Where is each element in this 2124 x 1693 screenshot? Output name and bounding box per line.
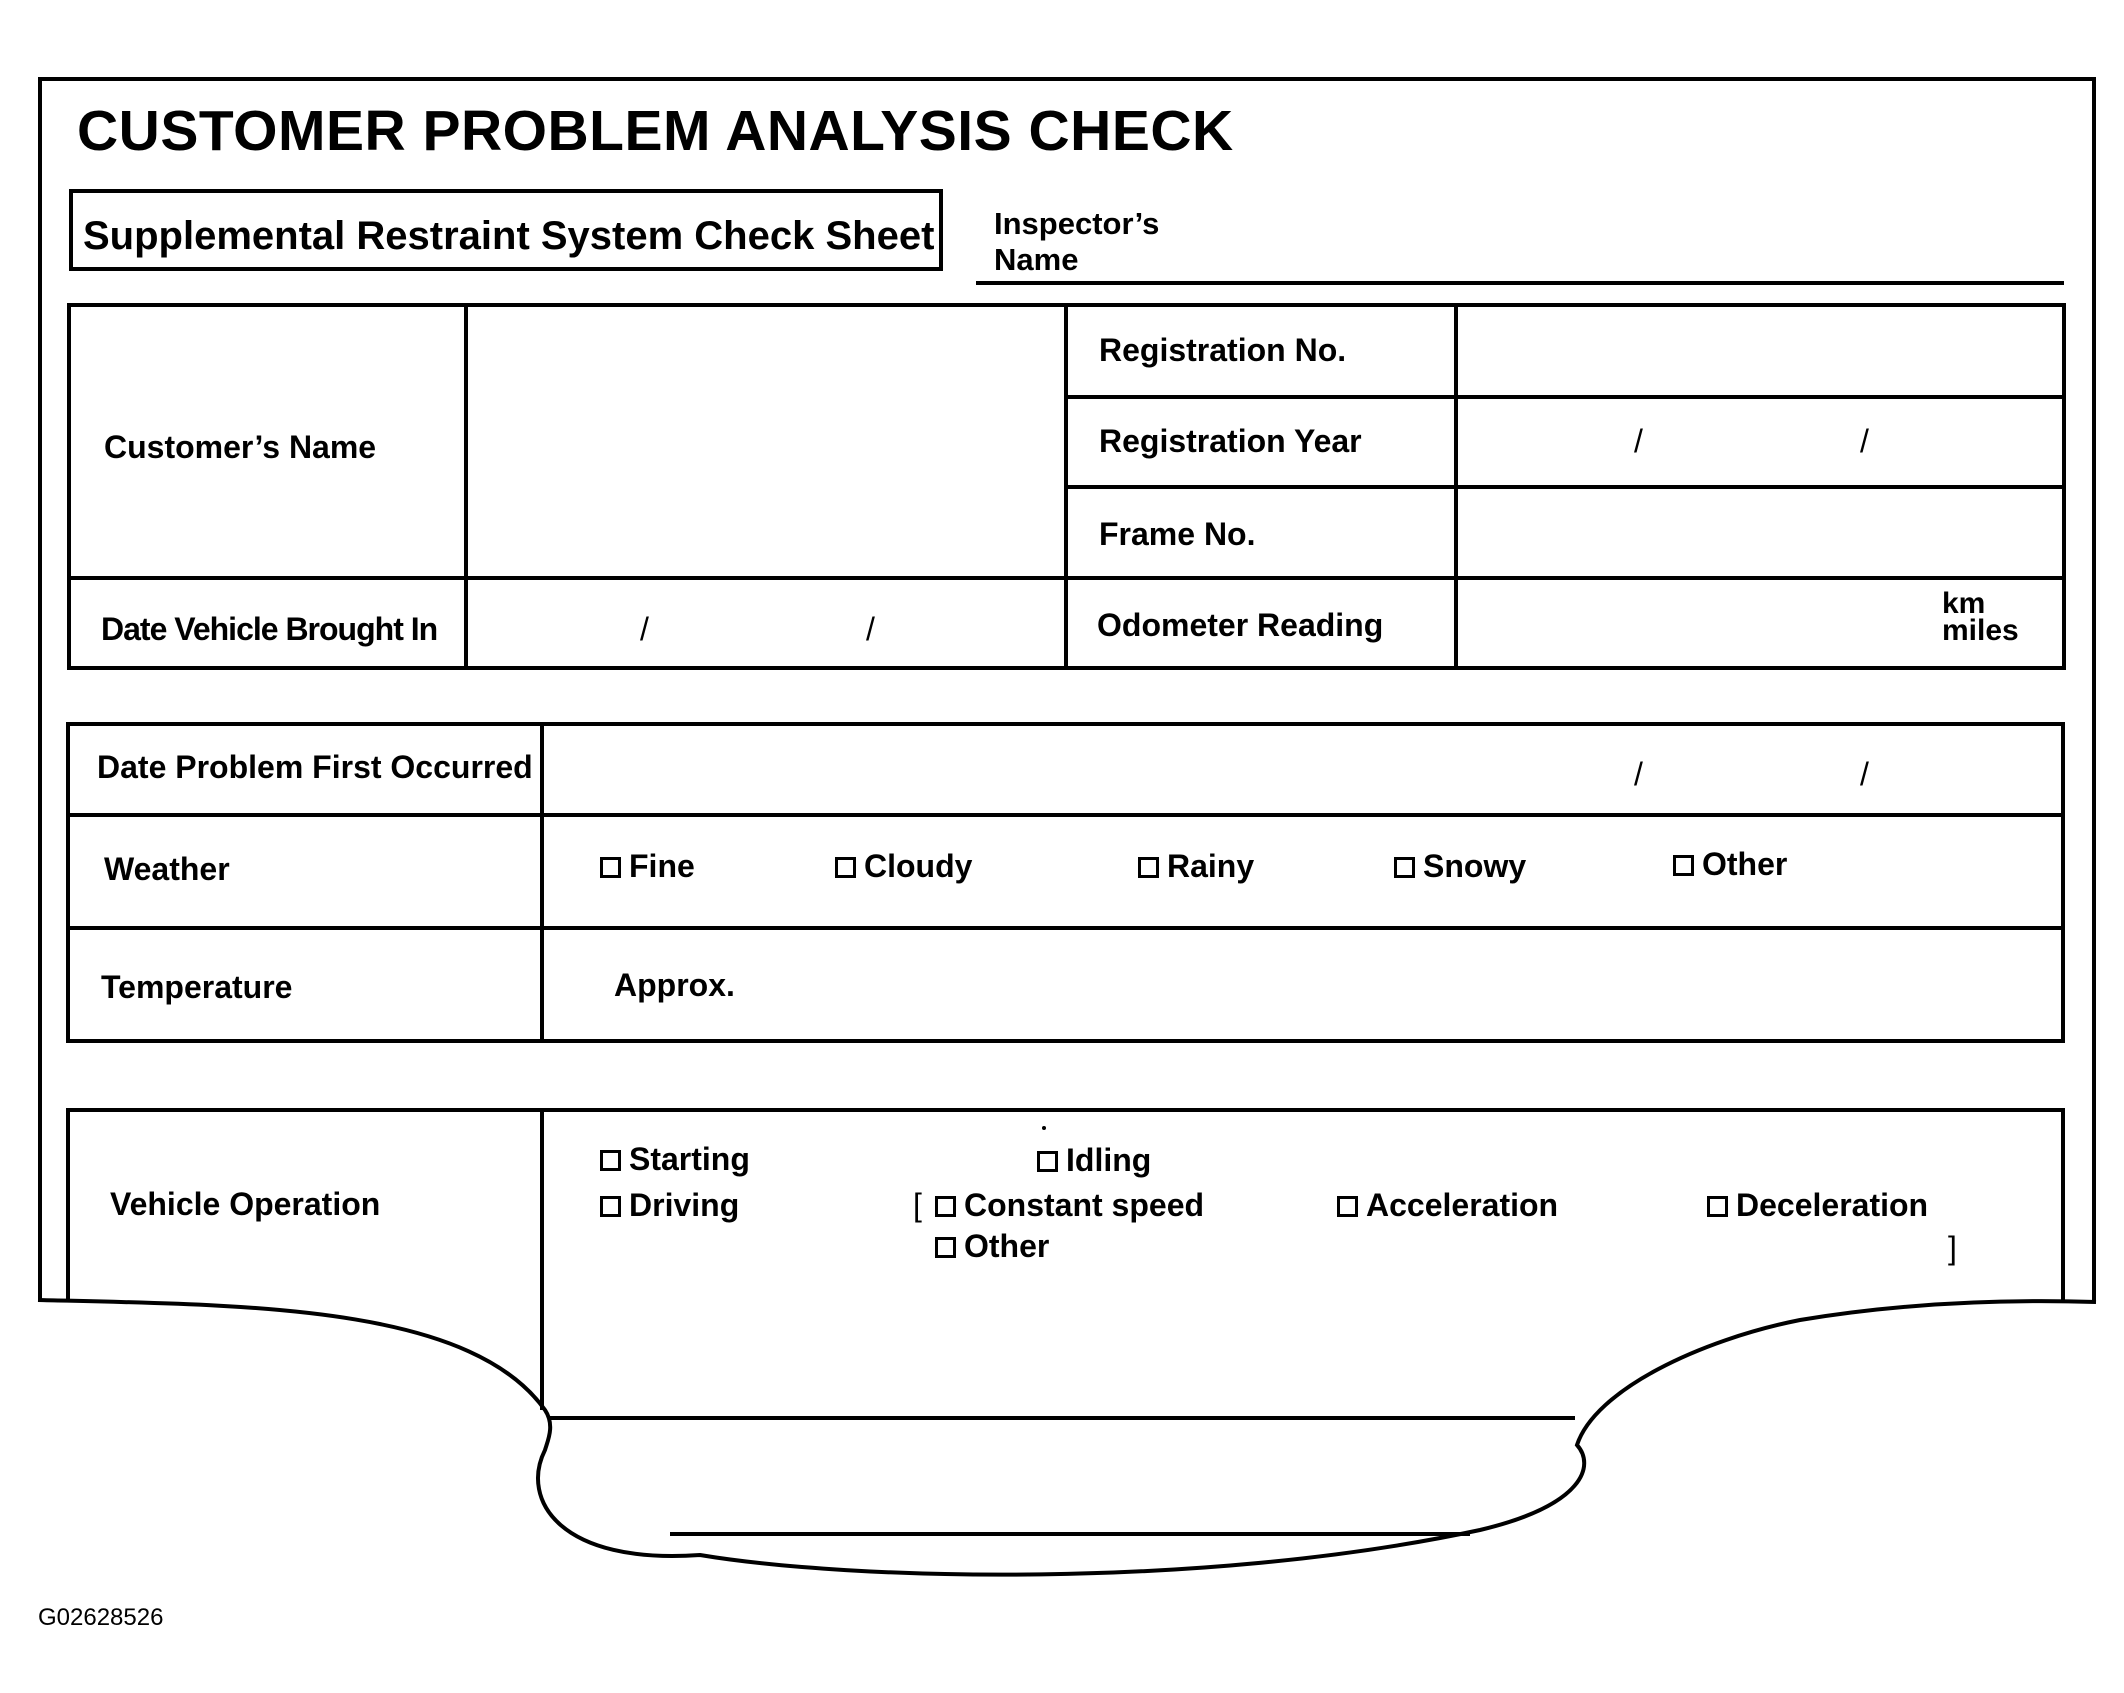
date-brought-in-label: Date Vehicle Brought In [101, 611, 438, 647]
checkbox-icon[interactable] [600, 1150, 621, 1171]
operation-option-other[interactable]: Other [935, 1228, 1049, 1265]
checkbox-icon[interactable] [1394, 857, 1415, 878]
weather-option-fine[interactable]: Fine [600, 848, 695, 885]
customer-name-field[interactable] [470, 309, 1062, 574]
bracket-open: [ [913, 1187, 922, 1223]
date-brought-in-sep-1: / [640, 611, 649, 647]
weather-option-snowy[interactable]: Snowy [1394, 848, 1526, 885]
registration-year-sep-2: / [1860, 423, 1869, 459]
weather-option-other[interactable]: Other [1673, 846, 1787, 883]
operation-option-starting[interactable]: Starting [600, 1141, 750, 1178]
temperature-label: Temperature [101, 969, 293, 1005]
figure-id: G02628526 [38, 1604, 164, 1631]
registration-no-field[interactable] [1460, 309, 2060, 393]
frame-no-label: Frame No. [1099, 516, 1256, 552]
registration-year-label: Registration Year [1099, 423, 1362, 459]
checkbox-icon[interactable] [935, 1196, 956, 1217]
registration-year-field[interactable] [1460, 401, 2060, 483]
inspector-label [994, 206, 1159, 278]
checkbox-icon[interactable] [600, 1196, 621, 1217]
checkbox-icon[interactable] [835, 857, 856, 878]
date-first-occurred-sep-1: / [1634, 756, 1643, 792]
odometer-label: Odometer Reading [1097, 607, 1384, 643]
registration-no-label: Registration No. [1099, 332, 1347, 368]
form-subtitle: Supplemental Restraint System Check Sheet [83, 214, 935, 258]
weather-label: Weather [104, 851, 230, 887]
registration-year-sep-1: / [1634, 423, 1643, 459]
date-first-occurred-field[interactable] [546, 728, 2059, 811]
temperature-approx: Approx. [614, 967, 735, 1003]
checkbox-icon[interactable] [600, 857, 621, 878]
inspector-name-field[interactable] [1200, 236, 2050, 276]
date-first-occurred-label: Date Problem First Occurred [97, 749, 533, 785]
frame-no-field[interactable] [1460, 491, 2060, 574]
operation-option-deceleration[interactable]: Deceleration [1707, 1187, 1928, 1224]
date-brought-in-field[interactable] [470, 582, 1062, 664]
bracket-close: ] [1948, 1230, 1957, 1266]
weather-option-rainy[interactable]: Rainy [1138, 848, 1254, 885]
operation-option-acceleration[interactable]: Acceleration [1337, 1187, 1558, 1224]
checkbox-icon[interactable] [1037, 1151, 1058, 1172]
operation-option-constant-speed[interactable]: Constant speed [935, 1187, 1204, 1224]
checkbox-icon[interactable] [1138, 857, 1159, 878]
temperature-field[interactable] [760, 940, 2050, 1020]
date-brought-in-sep-2: / [866, 611, 875, 647]
checkbox-icon[interactable] [1707, 1196, 1728, 1217]
odometer-field[interactable] [1460, 582, 1930, 664]
operation-option-idling[interactable]: Idling [1037, 1142, 1151, 1179]
unit-km: km [1942, 587, 1986, 620]
vehicle-operation-label: Vehicle Operation [110, 1186, 381, 1222]
operation-option-driving[interactable]: Driving [600, 1187, 739, 1224]
unit-miles: miles [1942, 614, 2019, 647]
odometer-units [1942, 587, 2019, 647]
checkbox-icon[interactable] [1673, 855, 1694, 876]
date-first-occurred-sep-2: / [1860, 756, 1869, 792]
checkbox-icon[interactable] [1337, 1196, 1358, 1217]
inspector-label-line2: Name [994, 242, 1079, 277]
form-title: CUSTOMER PROBLEM ANALYSIS CHECK [77, 99, 1234, 163]
customer-name-label: Customer’s Name [104, 429, 377, 465]
checkbox-icon[interactable] [935, 1237, 956, 1258]
inspector-label-line1: Inspector’s [994, 206, 1160, 241]
weather-option-cloudy[interactable]: Cloudy [835, 848, 972, 885]
